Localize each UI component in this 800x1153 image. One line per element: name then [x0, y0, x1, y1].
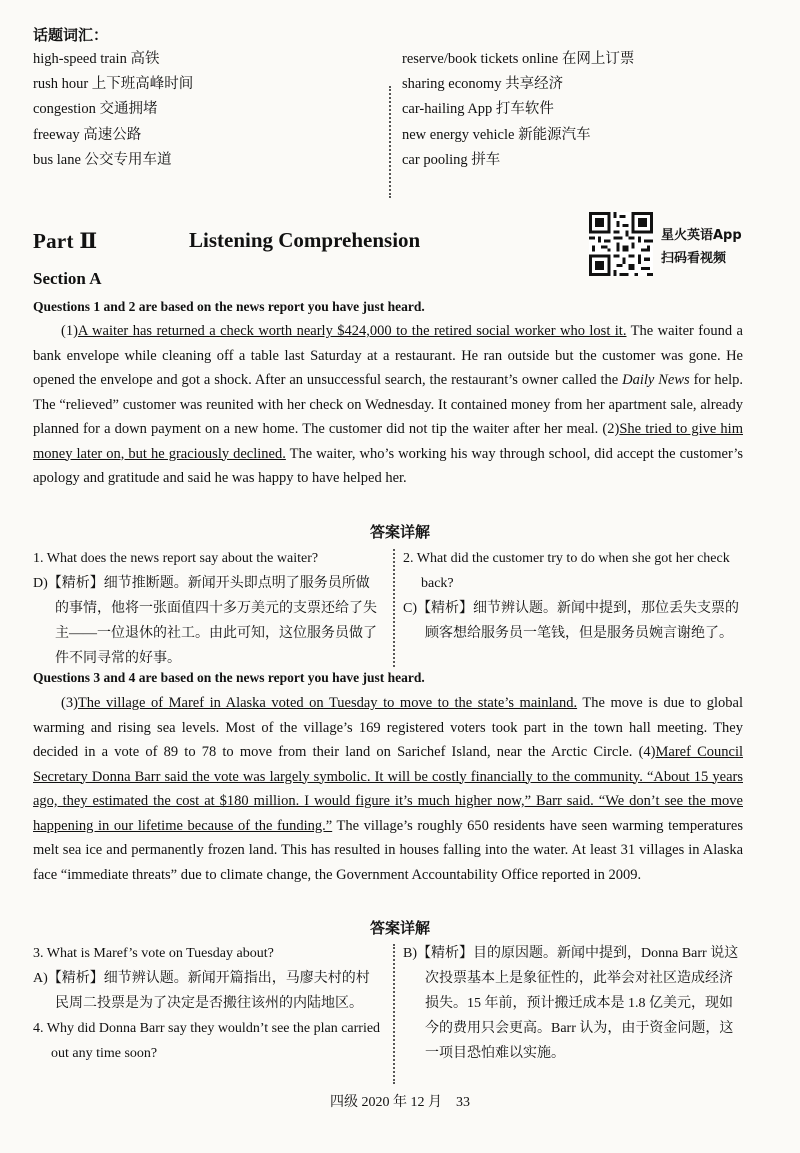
answer-divider: [393, 944, 395, 1084]
text-run: The waiter, who’s working his way through school, did accept the customer’s apology and gratitude and said he was happy to have helped her.: [33, 445, 743, 486]
vocab-list-left: [33, 47, 193, 173]
question-heading: Questions 1 and 2 are based on the news report you have just heard.: [33, 299, 425, 314]
newspaper-name: Daily News: [622, 372, 690, 388]
vocab-item: high-speed train 高铁: [33, 51, 160, 67]
answer-question: 4. Why did Donna Barr say they wouldn’t see the plan carried out any time soon?: [33, 1021, 381, 1061]
answer-divider: [393, 549, 395, 667]
text-run: The waiter found a bank envelope while cleaning off a table last Saturday at a restaurant. He ran outside but the customer was gone. He opened the envelope and got a shock. After an unsuccessful search, the restaurant’s owner called the: [33, 323, 743, 388]
answer-column-right: [403, 941, 745, 1066]
mark-number: (1): [61, 323, 78, 339]
answer-analysis: D)【精析】细节推断题。新闻开头即点明了服务员所做的事情，他将一张面值四十多万美元的支票还给了失主——一位退休的社工。由此可知，这位服务员做了件不同寻常的好事。: [33, 576, 377, 666]
part-title: Listening Comprehension: [189, 228, 421, 252]
answer-question: 1. What does the news report say about the waiter?: [33, 551, 319, 566]
answer-question: 2. What did the customer try to do when she got her check back?: [403, 551, 730, 591]
vocab-item: congestion 交通拥堵: [33, 101, 158, 118]
section-title: Section A: [33, 269, 102, 288]
vocab-item: sharing economy 共享经济: [402, 76, 564, 93]
qr-code-icon[interactable]: [589, 212, 653, 276]
underlined-sentence: She tried to give him money later on, but he graciously declined.: [33, 421, 743, 462]
mark-number: (4): [638, 744, 656, 760]
answer-column-left: [33, 546, 383, 671]
vocab-item: car pooling 拼车: [402, 151, 501, 168]
part-label: Part Ⅱ: [33, 229, 98, 253]
vocab-item: reserve/book tickets online 在网上订票: [402, 51, 635, 67]
answer-analysis: C)【精析】细节辨认题。新闻中提到，那位丢失支票的顾客想给服务员一笔钱，但是服务员婉言谢绝了。: [403, 601, 739, 641]
answer-heading: 答案详解: [369, 919, 430, 937]
mark-number: (2): [602, 421, 620, 437]
vocab-title: 话题词汇：: [33, 26, 109, 44]
text-run: The move is due to global warming and rising sea levels. Most of the village’s 169 registered voters took part in the town hall meeting. They decided in a vote of 89 to 78 to move from their land on Sarichef Island, near the Arctic Circle.: [33, 695, 743, 760]
news-report-1: [33, 319, 743, 491]
vocab-divider: [389, 86, 391, 198]
answer-analysis: A)【精析】细节辨认题。新闻开篇指出，马廖夫村的村民周二投票是为了决定是否搬往该州的内陆地区。: [33, 971, 370, 1011]
answer-column-left: [33, 941, 383, 1066]
vocab-item: rush hour 上下班高峰时间: [33, 76, 194, 93]
vocab-item: car-hailing App 打车软件: [402, 101, 554, 118]
answer-question: 3. What is Maref’s vote on Tuesday about?: [33, 946, 274, 961]
page-footer: 四级 2020 年 12 月 33: [330, 1095, 470, 1110]
text-run: for help. The “relieved” customer was reunited with her check on Wednesday. It contained money from her apartment sale, already planned for a down payment on a new home. The customer did not tip the waiter after her meal.: [33, 372, 743, 437]
underlined-sentence: The village of Maref in Alaska voted on Tuesday to move to the state’s mainland.: [77, 695, 578, 711]
question-heading: Questions 3 and 4 are based on the news report you have just heard.: [33, 670, 425, 685]
text-run: The village’s roughly 650 residents have seen warming temperatures melt sea ice and permanently frozen land. This has resulted in houses falling into the water. At least 31 villages in Alaska face “immediate threats” due to climate change, the Government Accountability Office reported in 2009.: [33, 817, 743, 883]
answer-heading: 答案详解: [369, 523, 430, 541]
vocab-item: new energy vehicle 新能源汽车: [402, 126, 591, 143]
underlined-sentence: A waiter has returned a check worth nearly $424,000 to the retired social worker who lost it.: [77, 323, 627, 339]
app-name: 星火英语App: [661, 228, 742, 243]
app-promo: [661, 224, 742, 270]
answer-analysis: B)【精析】目的原因题。新闻中提到，Donna Barr 说这次投票基本上是象征性的，此举会对社区造成经济损失。15 年前，预计搬迁成本是 1.8 亿美元，现如今的费用只会更高。Barr 认为，由于资金问题，这一项目恐怕难以实施。: [403, 946, 739, 1061]
underlined-sentence: Maref Council Secretary Donna Barr said the vote was largely symbolic. It will be costly financially to the community. “About 15 years ago, they estimated the cost at $180 million. I would figure it’s much higher now,” Barr said. “We don’t see the move happening in our lifetime because of the funding.”: [33, 744, 743, 834]
vocab-item: bus lane 公交专用车道: [33, 151, 172, 168]
news-report-2: [33, 691, 743, 887]
mark-number: (3): [61, 695, 78, 711]
vocab-list-right: [402, 47, 634, 173]
vocab-item: freeway 高速公路: [33, 126, 142, 143]
app-hint: 扫码看视频: [661, 251, 727, 266]
answer-column-right: [403, 546, 745, 646]
